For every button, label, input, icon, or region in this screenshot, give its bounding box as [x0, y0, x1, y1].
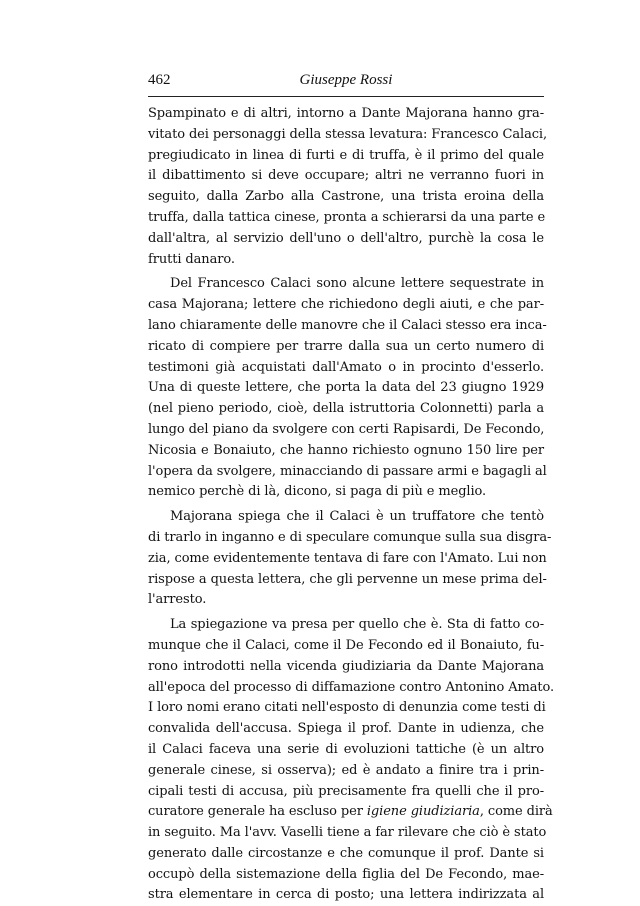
- text-line: ricato di compiere per trarre dalla sua un certo numero di: [148, 338, 544, 354]
- text-line: zia, come evidentemente tentava di fare con l'Amato. Lui non: [148, 550, 547, 566]
- text-line: all'epoca del processo di diffamazione contro Antonino Amato.: [148, 679, 555, 695]
- page-header: [148, 70, 544, 97]
- text-line: convalida dell'accusa. Spiega il prof. Dante in udienza, che: [148, 721, 544, 737]
- text-line: dall'altra, al servizio dell'uno o dell'altro, purchè la cosa le: [148, 230, 544, 246]
- text-run: curatore generale ha escluso per: [148, 804, 367, 820]
- text-line: lano chiaramente delle manovre che il Calaci stesso era inca-: [148, 317, 547, 333]
- text-line: frutti danaro.: [148, 251, 235, 267]
- text-line: di trarlo in inganno e di speculare comunque sulla sua disgra-: [148, 529, 552, 545]
- italic-phrase: igiene giudiziaria: [366, 804, 480, 820]
- text-line: nemico perchè di là, dicono, si paga di più e meglio.: [148, 484, 487, 500]
- text-line: lungo del piano da svolgere con certi Rapisardi, De Fecondo,: [148, 421, 545, 437]
- page-number: 462: [148, 72, 171, 88]
- text-line: Del Francesco Calaci sono alcune lettere sequestrate in: [170, 276, 544, 292]
- text-line: rispose a questa lettera, che gli pervenne un mese prima del-: [148, 571, 547, 587]
- text-line: truffa, dalla tattica cinese, pronta a schierarsi da una parte e: [148, 209, 546, 225]
- text-line: generato dalle circostanze e che comunque il prof. Dante si: [148, 845, 544, 861]
- body-text: [148, 104, 555, 906]
- text-line: casa Majorana; lettere che richiedono degli aiuti, e che par-: [148, 297, 544, 313]
- text-line: testimoni già acquistati dall'Amato o in procinto d'esserlo.: [148, 359, 544, 375]
- text-line: stra elementare in cerca di posto; una lettera indirizzata al: [148, 887, 544, 903]
- text-line: Majorana spiega che il Calaci è un truffatore che tentò: [170, 509, 544, 525]
- text-line: l'arresto.: [148, 592, 207, 608]
- paragraph-3: [148, 507, 552, 611]
- text-line: vitato dei personaggi della stessa levatura: Francesco Calaci,: [148, 126, 548, 142]
- text-line: occupò della sistemazione della figlia del De Fecondo, mae-: [148, 866, 544, 882]
- text-line: cipali testi di accusa, più precisamente fra quelli che il pro-: [148, 783, 544, 799]
- paragraph-2: [148, 274, 547, 503]
- text-line: munque che il Calaci, come il De Fecondo ed il Bonaiuto, fu-: [148, 637, 544, 653]
- text-line: pregiudicato in linea di furti e di truffa, è il primo del quale: [148, 147, 544, 163]
- paragraph-4: [148, 615, 555, 906]
- paragraph-1: [148, 104, 548, 270]
- text-line: l'opera da svolgere, minacciando di passare armi e bagagli al: [148, 463, 547, 479]
- running-head: Giuseppe Rossi: [299, 72, 393, 88]
- text-line: generale cinese, si osserva); ed è andato a finire tra i prin-: [148, 762, 544, 778]
- text-line: rono introdotti nella vicenda giudiziaria da Dante Majorana: [148, 658, 544, 674]
- text-line: (nel pieno periodo, cioè, della istruttoria Colonnetti) parla a: [148, 401, 544, 417]
- text-line: il dibattimento si deve occupare; altri ne verranno fuori in: [148, 168, 544, 184]
- text-line: [148, 802, 553, 823]
- text-line: Una di queste lettere, che porta la data del 23 giugno 1929: [148, 380, 544, 396]
- text-line: in seguito. Ma l'avv. Vaselli tiene a far rilevare che ciò è stato: [148, 825, 547, 841]
- text-run: , come dirà: [479, 804, 553, 820]
- text-line: Nicosia e Bonaiuto, che hanno richiesto ognuno 150 lire per: [148, 442, 544, 458]
- text-line: Spampinato e di altri, intorno a Dante Majorana hanno gra-: [148, 106, 544, 121]
- text-line: il Calaci faceva una serie di evoluzioni tattiche (è un altro: [148, 741, 544, 757]
- text-line: La spiegazione va presa per quello che è. Sta di fatto co-: [170, 617, 544, 633]
- text-line: I loro nomi erano citati nell'esposto di denunzia come testi di: [148, 700, 546, 716]
- text-line: seguito, dalla Zarbo alla Castrone, una trista eroina della: [148, 189, 544, 205]
